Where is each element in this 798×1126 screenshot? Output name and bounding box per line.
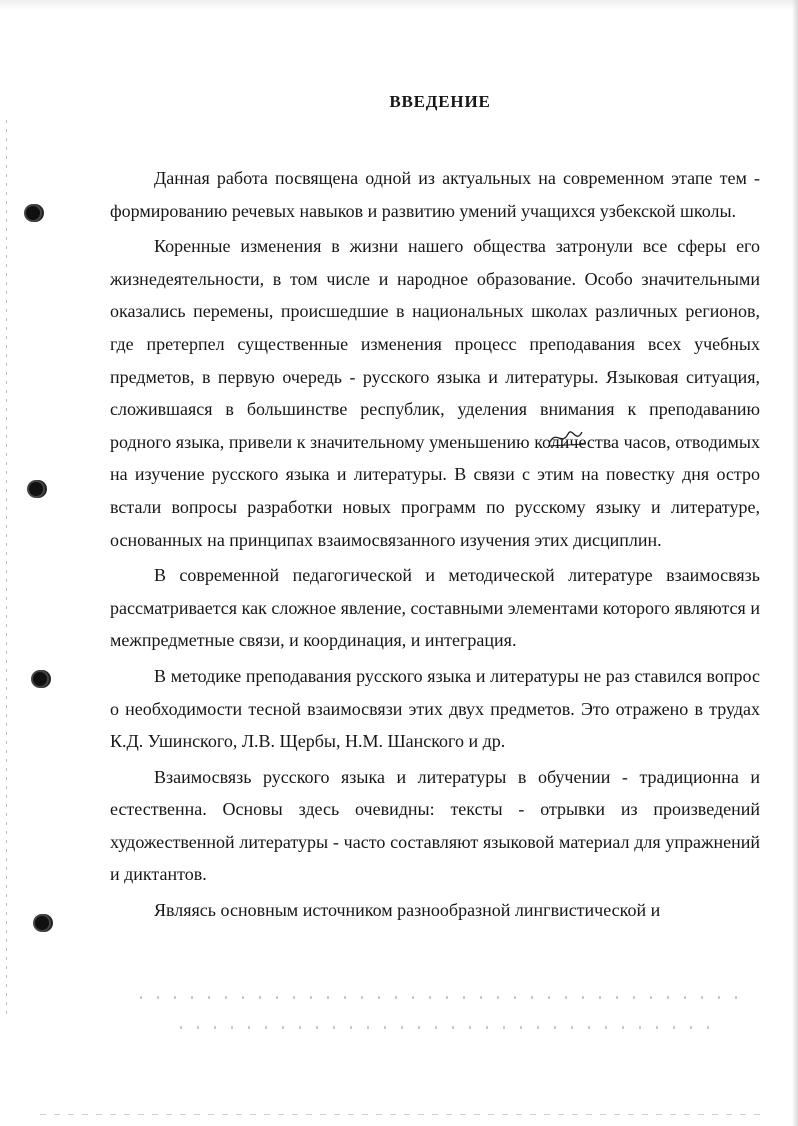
scan-edge-top [0, 0, 798, 10]
scan-edge-right [792, 0, 798, 1126]
punch-hole-3 [33, 672, 47, 686]
paragraph-3: В современной педагогической и методической литературе взаимосвязь рассматривается как сложное явление, составными элементами которого являются и межпредметные связи, и координация, и интеграция. [110, 565, 760, 651]
paragraph-4: В методике преподавания русского языка и литературы не раз ставился вопрос о необходимости тесной взаимосвязи этих двух предметов. Это отражено в трудах К.Д. Ушинского, Л.В. Щербы, Н.М. Шанского и др. [110, 665, 760, 752]
paragraph-5: Взаимосвязь русского языка и литературы в обучении - традиционна и естественна. Основы здесь очевидны: тексты - отрывки из произведений художественной литературы - часто составляют языковой материал для упражнений и диктантов. [110, 766, 760, 885]
paragraph-6: Являясь основным источником разнообразной лингвистической и [154, 900, 661, 921]
document-page [110, 92, 760, 930]
document-title: ВВЕДЕНИЕ [389, 92, 491, 111]
punch-hole-2 [29, 482, 43, 496]
punch-hole-1 [26, 206, 40, 220]
scan-noise-row [140, 996, 740, 999]
scan-noise-row [180, 1026, 720, 1029]
paragraph-2: Коренные изменения в жизни нашего общества затронули все сферы его жизнедеятельности, в том числе и народное образование. Особо значительными оказались перемены, происшедшие в национальных школах различных регионов, где претерпел существенные изменения процесс преподавания всех учебных предметов, в первую очередь - русского языка и литературы. Языковая ситуация, сложившаяся в большинстве республик, уделения внимания к преподаванию родного языка, привели к значительному уменьшению количества часов, отводимых на изучение русского языка и литературы. В связи с этим на повестку дня остро встали вопросы разработки новых программ по русскому языку и литературе, основанных на принципах взаимосвязанного изучения этих дисциплин. [110, 236, 760, 550]
paragraph-1: Данная работа посвящена одной из актуальных на современном этапе тем - формированию речевых навыков и развитию умений учащихся узбекской школы. [110, 168, 760, 221]
scan-artifact-left [6, 120, 7, 1020]
punch-hole-4 [35, 916, 49, 930]
scan-artifact-bottom [40, 1114, 768, 1115]
